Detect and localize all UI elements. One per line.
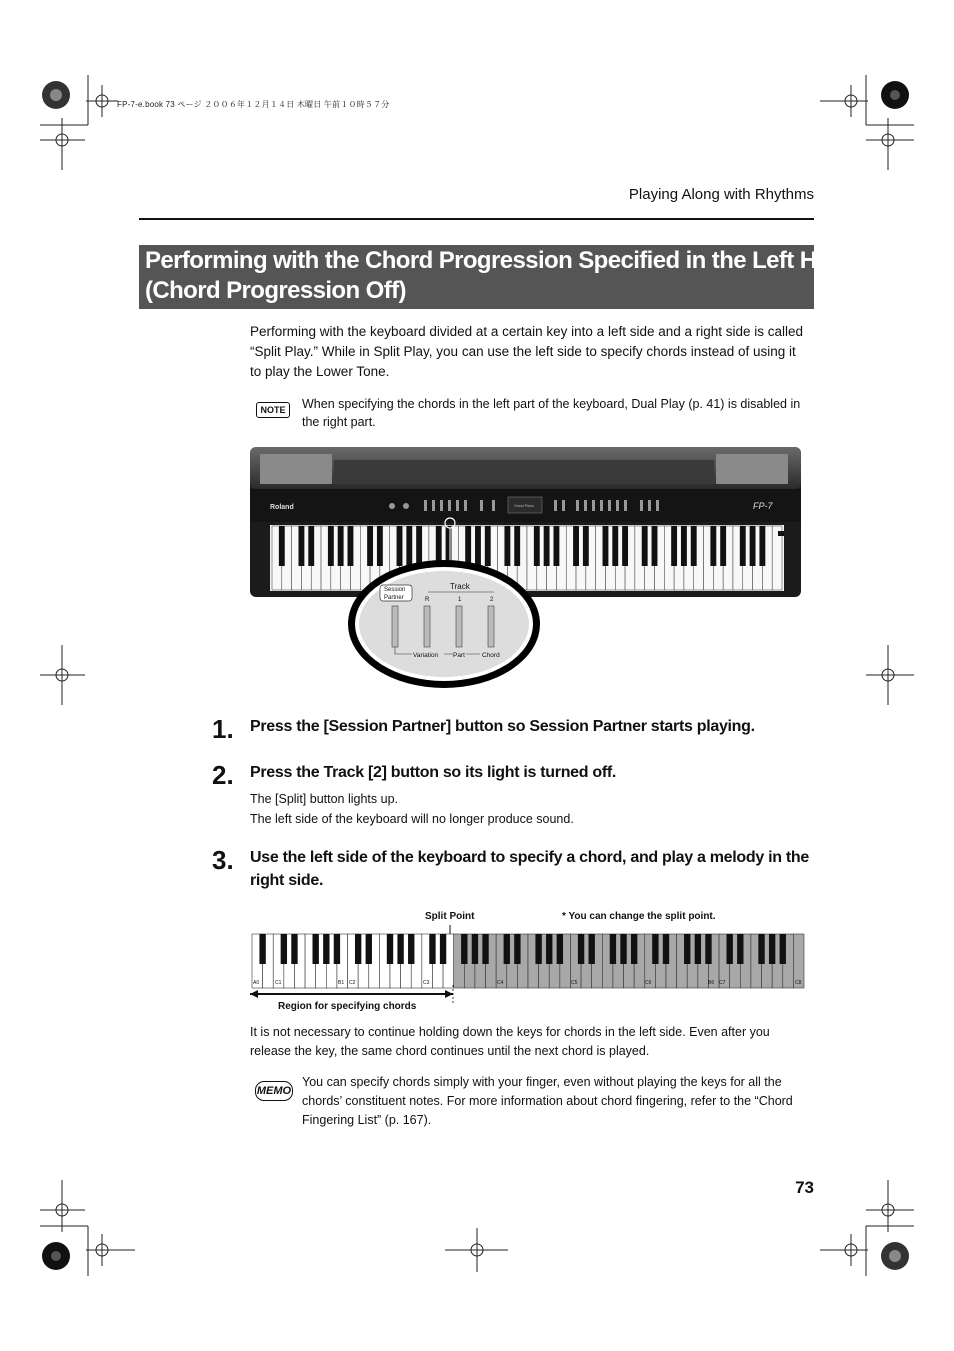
black-key [482,934,488,964]
key-label-c6: C6 [645,980,652,986]
black-key [308,526,314,566]
black-key [705,934,711,964]
black-key [691,526,697,566]
black-key [504,934,510,964]
black-key [514,526,520,566]
black-key [514,934,520,964]
after-paragraph: It is not necessary to continue holding down the keys for chords in the left side. Even after you release the key, the same chord continues until the next chord is played. [250,1025,770,1058]
print-info: FP-7-e.book 73 ページ ２００６年１２月１４日 木曜日 午前１０時５７分 [117,100,390,109]
black-key [740,526,746,566]
black-key [720,526,726,566]
key-label-c4: C4 [497,980,504,986]
black-key [472,934,478,964]
callout-track-2: 2 [490,597,494,603]
step-2-detail-1: The [Split] button lights up. [250,792,399,806]
key-label-b1: B1 [338,980,345,986]
brand-label: Roland [270,504,294,511]
black-key [408,934,414,964]
split-keyboard-diagram [250,925,806,1003]
black-key [589,934,595,964]
black-key [461,934,467,964]
black-key [642,526,648,566]
split-point-label: Split Point [425,911,475,922]
black-key [578,934,584,964]
black-key [416,526,422,566]
black-key [475,526,481,566]
callout-track-r: R [425,597,430,603]
black-key [436,526,442,566]
section-title-line2: (Chord Progression Off) [145,277,406,304]
black-key [334,934,340,964]
key-label-c8: C8 [795,980,802,986]
black-key [750,526,756,566]
black-key [348,526,354,566]
black-key [631,934,637,964]
black-key [652,934,658,964]
section-title-line1: Performing with the Chord Progression Specified in the Left Hand [145,247,858,274]
black-key [603,526,609,566]
black-key [446,526,452,566]
black-key [298,526,304,566]
black-key [338,526,344,566]
step-2-text: Press the Track [2] button so its light is turned off. [250,764,617,781]
callout-session-label: Session [384,587,406,593]
note-icon: NOTE [256,402,290,418]
black-key [663,934,669,964]
black-key [769,934,775,964]
black-key [465,526,471,566]
black-key [610,934,616,964]
black-key [485,526,491,566]
key-label-c3: C3 [423,980,430,986]
step-2-number: 2. [212,760,234,790]
black-key [622,526,628,566]
black-key [535,934,541,964]
black-key [544,526,550,566]
black-key [553,526,559,566]
black-key [620,934,626,964]
black-key [780,934,786,964]
note-text: When specifying the chords in the left part of the keyboard, Dual Play (p. 41) is disabled in the right part. [302,397,801,429]
black-key [397,526,403,566]
black-key [737,934,743,964]
key-label-a0: A0 [253,980,260,986]
black-key [429,934,435,964]
black-key [695,934,701,964]
key-label-c1: C1 [275,980,282,986]
key-label-c2: C2 [349,980,356,986]
running-head: Playing Along with Rhythms [628,186,814,203]
black-key [710,526,716,566]
black-key [546,934,552,964]
black-key [328,526,334,566]
callout-part-label: Part [453,652,465,659]
key-label-c7: C7 [719,980,726,986]
header-rule [139,218,814,220]
callout-track-1: 1 [458,597,462,603]
black-key [291,934,297,964]
black-key [759,526,765,566]
black-key [557,934,563,964]
intro-paragraph: Performing with the keyboard divided at a certain key into a left side and a right side is called “Split Play.” While in Split Play, you can use the left side to specify chords instead of using it to play the Lower Tone. [250,324,804,379]
black-key [367,526,373,566]
black-key [355,934,361,964]
black-key [681,526,687,566]
display-label: Grand Piano [514,504,534,508]
black-key [440,934,446,964]
memo-text: You can specify chords simply with your finger, even without playing the keys for all the chords’ constituent notes. For more information about chord fingering, refer to the “Chord Fingering List” (p. 167). [302,1075,793,1127]
callout-partner-label: Partner [384,595,404,601]
step-1-text: Press the [Session Partner] button so Session Partner starts playing. [250,718,755,735]
black-key [366,934,372,964]
callout-variation-label: Variation [413,652,439,659]
model-label: FP-7 [753,501,773,511]
step-3-text: Use the left side of the keyboard to specify a chord, and play a melody in the right side. [250,849,809,889]
black-key [504,526,510,566]
black-key [259,934,265,964]
black-key [758,934,764,964]
black-key [652,526,658,566]
black-key [534,526,540,566]
split-point-note: * You can change the split point. [562,911,716,922]
key-label-b6: B6 [708,980,715,986]
page-number: 73 [795,1178,814,1197]
step-3-number: 3. [212,845,234,875]
step-2-detail-2: The left side of the keyboard will no longer produce sound. [250,812,574,826]
black-key [583,526,589,566]
black-key [573,526,579,566]
section-title [139,245,858,309]
black-key [313,934,319,964]
callout-track-label: Track [450,582,470,591]
piano-illustration [248,446,804,691]
key-label-c5: C5 [571,980,578,986]
black-key [684,934,690,964]
black-key [377,526,383,566]
black-key [323,934,329,964]
black-key [397,934,403,964]
memo-icon: MEMO [255,1081,293,1101]
black-key [281,934,287,964]
black-key [406,526,412,566]
black-key [671,526,677,566]
black-key [387,934,393,964]
black-key [612,526,618,566]
step-1-number: 1. [212,714,234,744]
region-label: Region for specifying chords [278,1001,417,1012]
black-key [279,526,285,566]
callout-chord-label: Chord [482,652,500,659]
black-key [727,934,733,964]
